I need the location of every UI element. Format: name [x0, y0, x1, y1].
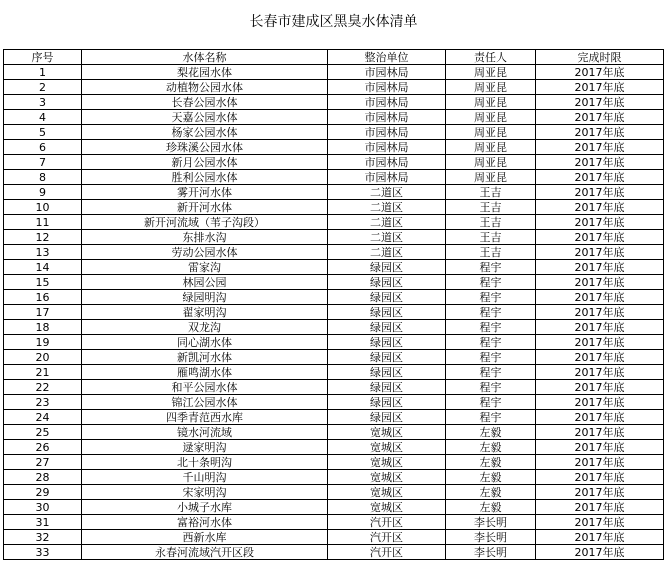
- cell-responsible: 王吉: [446, 215, 536, 230]
- cell-unit: 绿园区: [328, 350, 446, 365]
- cell-responsible: 王吉: [446, 185, 536, 200]
- table-row: [4, 95, 664, 110]
- cell-unit: 绿园区: [328, 320, 446, 335]
- cell-index: 10: [4, 200, 82, 215]
- header-water-body: 水体名称: [82, 50, 328, 65]
- cell-water-body: 劳动公园水体: [82, 245, 328, 260]
- table-row: [4, 290, 664, 305]
- cell-water-body: 新开河水体: [82, 200, 328, 215]
- cell-deadline: 2017年底: [536, 230, 664, 245]
- cell-water-body: 新月公园水体: [82, 155, 328, 170]
- table-header-row: [4, 50, 664, 65]
- cell-responsible: 程宇: [446, 305, 536, 320]
- cell-unit: 汽开区: [328, 515, 446, 530]
- cell-responsible: 周亚昆: [446, 65, 536, 80]
- cell-responsible: 周亚昆: [446, 125, 536, 140]
- table-row: [4, 380, 664, 395]
- cell-water-body: 翟家明沟: [82, 305, 328, 320]
- table-row: [4, 305, 664, 320]
- cell-unit: 宽城区: [328, 485, 446, 500]
- cell-deadline: 2017年底: [536, 380, 664, 395]
- cell-deadline: 2017年底: [536, 335, 664, 350]
- cell-deadline: 2017年底: [536, 185, 664, 200]
- table-row: [4, 215, 664, 230]
- cell-deadline: 2017年底: [536, 500, 664, 515]
- table-row: [4, 320, 664, 335]
- table-row: [4, 275, 664, 290]
- cell-index: 14: [4, 260, 82, 275]
- table-row: [4, 350, 664, 365]
- cell-responsible: 左毅: [446, 440, 536, 455]
- cell-index: 30: [4, 500, 82, 515]
- cell-water-body: 北十条明沟: [82, 455, 328, 470]
- cell-index: 7: [4, 155, 82, 170]
- cell-unit: 市园林局: [328, 65, 446, 80]
- cell-water-body: 东排水沟: [82, 230, 328, 245]
- table-row: [4, 155, 664, 170]
- cell-unit: 市园林局: [328, 80, 446, 95]
- table-row: [4, 140, 664, 155]
- cell-index: 17: [4, 305, 82, 320]
- cell-responsible: 程宇: [446, 275, 536, 290]
- cell-responsible: 周亚昆: [446, 140, 536, 155]
- cell-unit: 汽开区: [328, 530, 446, 545]
- cell-responsible: 李长明: [446, 545, 536, 560]
- header-index: 序号: [4, 50, 82, 65]
- cell-water-body: 逯家明沟: [82, 440, 328, 455]
- cell-index: 25: [4, 425, 82, 440]
- cell-unit: 市园林局: [328, 125, 446, 140]
- table-row: [4, 110, 664, 125]
- cell-unit: 市园林局: [328, 110, 446, 125]
- cell-deadline: 2017年底: [536, 530, 664, 545]
- cell-unit: 绿园区: [328, 380, 446, 395]
- cell-unit: 二道区: [328, 230, 446, 245]
- table-row: [4, 335, 664, 350]
- cell-unit: 二道区: [328, 215, 446, 230]
- cell-index: 16: [4, 290, 82, 305]
- cell-water-body: 镜水河流域: [82, 425, 328, 440]
- cell-water-body: 雁鸣湖水体: [82, 365, 328, 380]
- table-row: [4, 65, 664, 80]
- cell-index: 13: [4, 245, 82, 260]
- cell-water-body: 林园公园: [82, 275, 328, 290]
- cell-deadline: 2017年底: [536, 545, 664, 560]
- table-row: [4, 260, 664, 275]
- cell-unit: 二道区: [328, 245, 446, 260]
- cell-deadline: 2017年底: [536, 365, 664, 380]
- cell-deadline: 2017年底: [536, 125, 664, 140]
- cell-index: 19: [4, 335, 82, 350]
- cell-responsible: 左毅: [446, 485, 536, 500]
- cell-index: 2: [4, 80, 82, 95]
- cell-responsible: 程宇: [446, 380, 536, 395]
- cell-responsible: 周亚昆: [446, 155, 536, 170]
- cell-water-body: 珍珠溪公园水体: [82, 140, 328, 155]
- table-row: [4, 515, 664, 530]
- cell-water-body: 和平公园水体: [82, 380, 328, 395]
- cell-responsible: 程宇: [446, 410, 536, 425]
- cell-deadline: 2017年底: [536, 95, 664, 110]
- cell-deadline: 2017年底: [536, 485, 664, 500]
- cell-index: 31: [4, 515, 82, 530]
- water-body-table: [3, 49, 664, 560]
- cell-deadline: 2017年底: [536, 170, 664, 185]
- cell-deadline: 2017年底: [536, 395, 664, 410]
- cell-unit: 绿园区: [328, 335, 446, 350]
- document-title: 长春市建成区黑臭水体清单: [249, 14, 418, 30]
- cell-index: 4: [4, 110, 82, 125]
- cell-index: 11: [4, 215, 82, 230]
- cell-deadline: 2017年底: [536, 275, 664, 290]
- table-row: [4, 455, 664, 470]
- cell-index: 24: [4, 410, 82, 425]
- cell-water-body: 富裕河水体: [82, 515, 328, 530]
- cell-index: 9: [4, 185, 82, 200]
- cell-water-body: 雾开河水体: [82, 185, 328, 200]
- cell-index: 5: [4, 125, 82, 140]
- cell-unit: 市园林局: [328, 95, 446, 110]
- cell-unit: 绿园区: [328, 410, 446, 425]
- cell-water-body: 四季青范西水库: [82, 410, 328, 425]
- cell-index: 23: [4, 395, 82, 410]
- cell-index: 1: [4, 65, 82, 80]
- table-row: [4, 230, 664, 245]
- cell-water-body: 宋家明沟: [82, 485, 328, 500]
- header-unit: 整治单位: [328, 50, 446, 65]
- cell-unit: 宽城区: [328, 470, 446, 485]
- cell-deadline: 2017年底: [536, 200, 664, 215]
- cell-unit: 二道区: [328, 200, 446, 215]
- cell-deadline: 2017年底: [536, 350, 664, 365]
- cell-deadline: 2017年底: [536, 455, 664, 470]
- header-deadline: 完成时限: [536, 50, 664, 65]
- cell-unit: 汽开区: [328, 545, 446, 560]
- cell-index: 29: [4, 485, 82, 500]
- cell-deadline: 2017年底: [536, 425, 664, 440]
- cell-responsible: 程宇: [446, 365, 536, 380]
- cell-responsible: 程宇: [446, 290, 536, 305]
- cell-deadline: 2017年底: [536, 440, 664, 455]
- table-row: [4, 125, 664, 140]
- cell-index: 15: [4, 275, 82, 290]
- cell-deadline: 2017年底: [536, 80, 664, 95]
- cell-unit: 绿园区: [328, 290, 446, 305]
- table-row: [4, 245, 664, 260]
- cell-water-body: 千山明沟: [82, 470, 328, 485]
- cell-water-body: 双龙沟: [82, 320, 328, 335]
- cell-water-body: 永春河流域汽开区段: [82, 545, 328, 560]
- cell-responsible: 王吉: [446, 245, 536, 260]
- cell-responsible: 王吉: [446, 200, 536, 215]
- cell-deadline: 2017年底: [536, 65, 664, 80]
- table-row: [4, 185, 664, 200]
- cell-unit: 绿园区: [328, 275, 446, 290]
- cell-deadline: 2017年底: [536, 305, 664, 320]
- cell-index: 22: [4, 380, 82, 395]
- cell-deadline: 2017年底: [536, 320, 664, 335]
- cell-water-body: 雷家沟: [82, 260, 328, 275]
- cell-index: 27: [4, 455, 82, 470]
- cell-responsible: 左毅: [446, 425, 536, 440]
- cell-unit: 绿园区: [328, 395, 446, 410]
- cell-unit: 二道区: [328, 185, 446, 200]
- cell-unit: 市园林局: [328, 170, 446, 185]
- cell-responsible: 程宇: [446, 395, 536, 410]
- cell-unit: 市园林局: [328, 155, 446, 170]
- cell-index: 18: [4, 320, 82, 335]
- cell-index: 26: [4, 440, 82, 455]
- cell-unit: 宽城区: [328, 425, 446, 440]
- table-row: [4, 485, 664, 500]
- cell-index: 33: [4, 545, 82, 560]
- table-row: [4, 365, 664, 380]
- cell-index: 6: [4, 140, 82, 155]
- cell-index: 8: [4, 170, 82, 185]
- cell-responsible: 程宇: [446, 320, 536, 335]
- cell-water-body: 动植物公园水体: [82, 80, 328, 95]
- table-row: [4, 545, 664, 560]
- cell-unit: 绿园区: [328, 365, 446, 380]
- cell-deadline: 2017年底: [536, 410, 664, 425]
- table-row: [4, 395, 664, 410]
- cell-deadline: 2017年底: [536, 155, 664, 170]
- cell-deadline: 2017年底: [536, 140, 664, 155]
- cell-water-body: 小城子水库: [82, 500, 328, 515]
- cell-responsible: 左毅: [446, 455, 536, 470]
- cell-water-body: 西新水库: [82, 530, 328, 545]
- cell-deadline: 2017年底: [536, 470, 664, 485]
- cell-water-body: 天嘉公园水体: [82, 110, 328, 125]
- cell-unit: 宽城区: [328, 440, 446, 455]
- cell-responsible: 李长明: [446, 515, 536, 530]
- cell-index: 3: [4, 95, 82, 110]
- table-row: [4, 80, 664, 95]
- cell-deadline: 2017年底: [536, 290, 664, 305]
- cell-responsible: 左毅: [446, 500, 536, 515]
- cell-water-body: 新开河流域（苇子沟段）: [82, 215, 328, 230]
- cell-water-body: 胜利公园水体: [82, 170, 328, 185]
- cell-water-body: 杨家公园水体: [82, 125, 328, 140]
- cell-responsible: 周亚昆: [446, 170, 536, 185]
- cell-unit: 绿园区: [328, 260, 446, 275]
- cell-index: 12: [4, 230, 82, 245]
- table-row: [4, 200, 664, 215]
- cell-responsible: 周亚昆: [446, 110, 536, 125]
- cell-responsible: 王吉: [446, 230, 536, 245]
- cell-index: 28: [4, 470, 82, 485]
- cell-responsible: 程宇: [446, 350, 536, 365]
- cell-unit: 市园林局: [328, 140, 446, 155]
- cell-deadline: 2017年底: [536, 215, 664, 230]
- table-row: [4, 170, 664, 185]
- cell-responsible: 程宇: [446, 335, 536, 350]
- table-row: [4, 410, 664, 425]
- cell-unit: 宽城区: [328, 500, 446, 515]
- cell-water-body: 同心湖水体: [82, 335, 328, 350]
- cell-deadline: 2017年底: [536, 110, 664, 125]
- table-row: [4, 470, 664, 485]
- cell-water-body: 新凯河水体: [82, 350, 328, 365]
- cell-index: 21: [4, 365, 82, 380]
- cell-index: 20: [4, 350, 82, 365]
- cell-water-body: 锦江公园水体: [82, 395, 328, 410]
- cell-index: 32: [4, 530, 82, 545]
- cell-responsible: 周亚昆: [446, 80, 536, 95]
- cell-responsible: 左毅: [446, 470, 536, 485]
- table-row: [4, 530, 664, 545]
- header-responsible: 责任人: [446, 50, 536, 65]
- cell-unit: 绿园区: [328, 305, 446, 320]
- cell-water-body: 长春公园水体: [82, 95, 328, 110]
- table-row: [4, 440, 664, 455]
- cell-responsible: 李长明: [446, 530, 536, 545]
- cell-responsible: 周亚昆: [446, 95, 536, 110]
- cell-deadline: 2017年底: [536, 515, 664, 530]
- cell-water-body: 绿园明沟: [82, 290, 328, 305]
- table-row: [4, 425, 664, 440]
- cell-deadline: 2017年底: [536, 260, 664, 275]
- table-row: [4, 500, 664, 515]
- cell-water-body: 梨花园水体: [82, 65, 328, 80]
- cell-responsible: 程宇: [446, 260, 536, 275]
- cell-unit: 宽城区: [328, 455, 446, 470]
- cell-deadline: 2017年底: [536, 245, 664, 260]
